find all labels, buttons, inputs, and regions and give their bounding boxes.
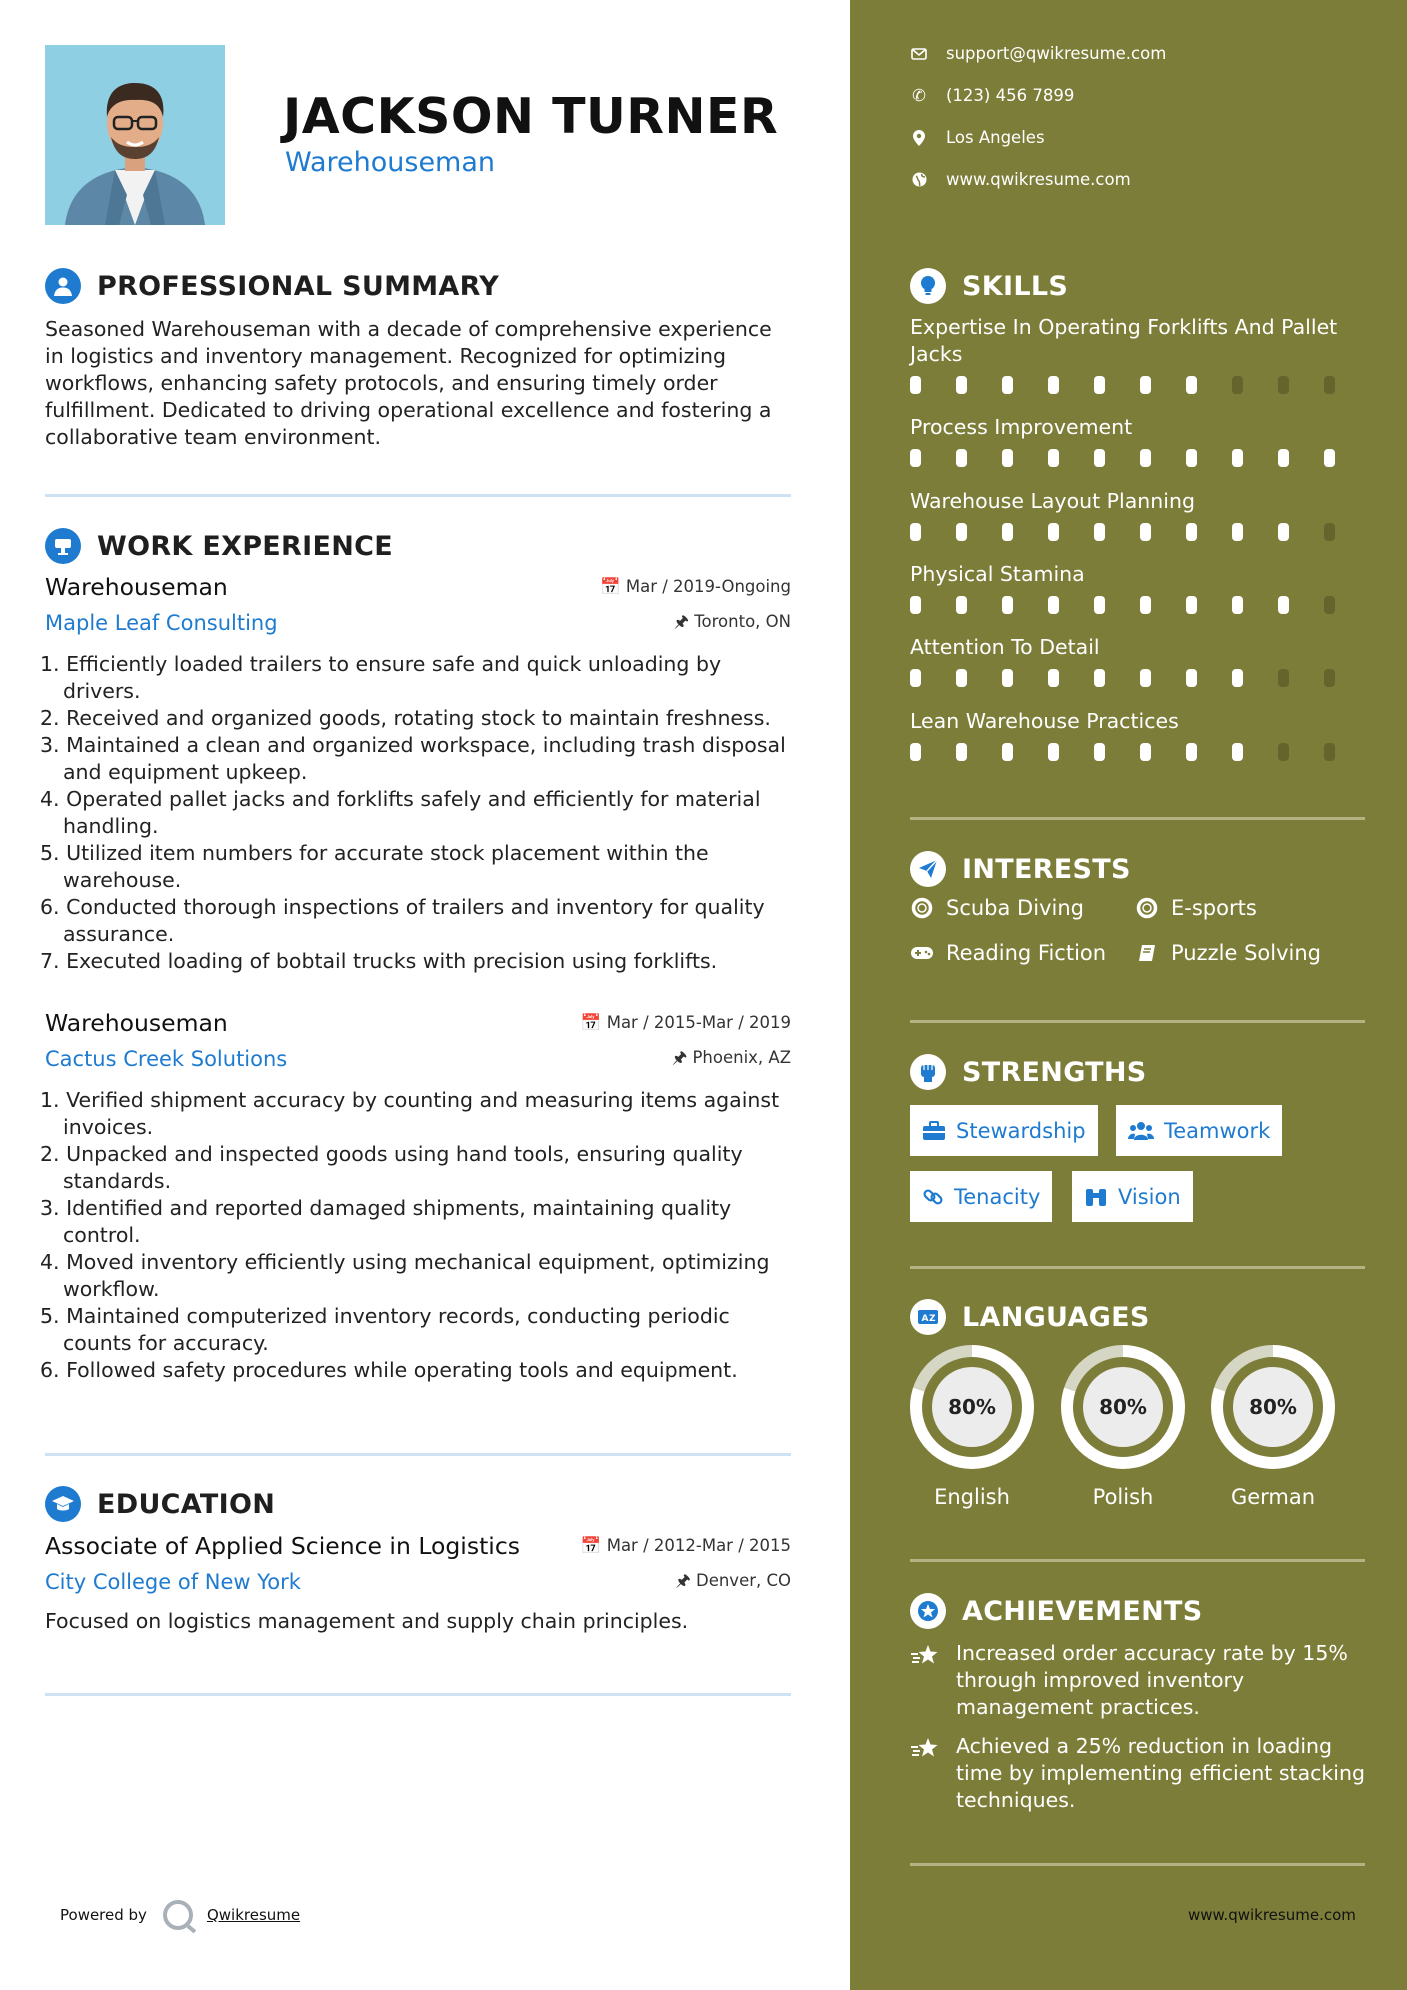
rating-dot bbox=[1048, 523, 1059, 541]
rating-dot bbox=[1232, 669, 1243, 687]
rating-dot bbox=[1232, 449, 1243, 467]
education-location: 🖈 Denver, CO bbox=[675, 1571, 791, 1590]
degree: Associate of Applied Science in Logistics bbox=[45, 1532, 520, 1560]
sidebar bbox=[850, 0, 1407, 1990]
link-icon bbox=[922, 1186, 944, 1208]
binoculars-icon bbox=[1084, 1187, 1108, 1207]
fist-icon bbox=[910, 1054, 946, 1090]
languages-title: LANGUAGES bbox=[962, 1301, 1150, 1333]
education-heading bbox=[45, 1486, 275, 1522]
contact-website[interactable]: www.qwikresume.com bbox=[910, 170, 1131, 189]
pin-icon: 🖈 bbox=[673, 612, 690, 631]
achievement-item: Achieved a 25% reduction in loading time by implementing efficient stacking techniques. bbox=[910, 1733, 1370, 1814]
rating-dot bbox=[1002, 596, 1013, 614]
user-icon bbox=[45, 268, 81, 304]
qwikresume-link[interactable]: Qwikresume bbox=[206, 1906, 301, 1924]
rating-dot bbox=[1140, 669, 1151, 687]
strength-tag: Teamwork bbox=[1116, 1105, 1282, 1156]
skill-item bbox=[910, 708, 1370, 761]
job-date: 📅 Mar / 2019-Ongoing bbox=[600, 577, 791, 596]
education-description: Focused on logistics management and supply chain principles. bbox=[45, 1609, 689, 1633]
gamepad-icon bbox=[910, 945, 934, 961]
job-location: 🖈 Toronto, ON bbox=[673, 612, 791, 631]
map-marker-icon bbox=[910, 130, 928, 146]
paper-plane-icon bbox=[910, 851, 946, 887]
rating-dot bbox=[1048, 596, 1059, 614]
rating-dot bbox=[1094, 523, 1105, 541]
qwikresume-logo-icon bbox=[163, 1900, 193, 1930]
skills-title: SKILLS bbox=[962, 270, 1069, 302]
job-company: Cactus Creek Solutions bbox=[45, 1047, 288, 1071]
job-entry bbox=[40, 573, 791, 975]
strength-tag: Vision bbox=[1072, 1171, 1193, 1222]
rating-dot bbox=[1094, 669, 1105, 687]
profile-photo bbox=[45, 45, 225, 225]
skill-item bbox=[910, 314, 1370, 394]
globe-icon bbox=[910, 172, 928, 187]
briefcase-icon bbox=[45, 528, 81, 564]
skills-heading bbox=[910, 268, 1068, 304]
rating-dot bbox=[1324, 596, 1335, 614]
rating-dot bbox=[956, 669, 967, 687]
list-item: 1. Verified shipment accuracy by counting and measuring items against invoices. bbox=[40, 1088, 780, 1139]
svg-text:Z: Z bbox=[929, 1314, 936, 1324]
rating-dot bbox=[1278, 743, 1289, 761]
shooting-star-icon bbox=[910, 1736, 940, 1814]
language-percent: 80% bbox=[1083, 1367, 1163, 1447]
language-name: Polish bbox=[1092, 1485, 1154, 1509]
life-ring-icon bbox=[910, 897, 934, 919]
contact-location: Los Angeles bbox=[910, 128, 1045, 147]
rating-dot bbox=[956, 523, 967, 541]
achievements-title: ACHIEVEMENTS bbox=[962, 1595, 1203, 1627]
rating-dot bbox=[1186, 376, 1197, 394]
language-item bbox=[910, 1345, 1034, 1509]
rating-dot bbox=[1002, 376, 1013, 394]
rating-dot bbox=[1324, 376, 1335, 394]
rating-dot bbox=[1278, 669, 1289, 687]
skill-name: Lean Warehouse Practices bbox=[910, 709, 1179, 733]
job-company: Maple Leaf Consulting bbox=[45, 611, 278, 635]
skill-name: Warehouse Layout Planning bbox=[910, 489, 1195, 513]
rating-dot bbox=[956, 376, 967, 394]
rating-dot bbox=[910, 596, 921, 614]
rating-dot bbox=[1002, 523, 1013, 541]
job-entry bbox=[40, 1009, 791, 1384]
rating-dot bbox=[1324, 523, 1335, 541]
list-item: 4. Moved inventory efficiently using mechanical equipment, optimizing workflow. bbox=[40, 1250, 770, 1301]
skill-rating bbox=[910, 449, 1370, 467]
rating-dot bbox=[1278, 596, 1289, 614]
book-icon bbox=[1135, 943, 1159, 963]
calendar-icon: 📅 bbox=[580, 1536, 602, 1555]
skill-rating bbox=[910, 669, 1370, 687]
candidate-name: JACKSON TURNER bbox=[283, 88, 779, 145]
rating-dot bbox=[1094, 596, 1105, 614]
rating-dot bbox=[1048, 743, 1059, 761]
footer-website[interactable]: www.qwikresume.com bbox=[1188, 1906, 1356, 1924]
svg-text:A: A bbox=[921, 1314, 929, 1324]
list-item: 7. Executed loading of bobtail trucks with precision using forklifts. bbox=[40, 949, 718, 973]
rating-dot bbox=[910, 743, 921, 761]
rating-dot bbox=[956, 449, 967, 467]
rating-dot bbox=[1140, 523, 1151, 541]
language-gauge bbox=[1211, 1345, 1335, 1469]
job-title: Warehouseman bbox=[45, 1009, 228, 1037]
rating-dot bbox=[910, 523, 921, 541]
rating-dot bbox=[1094, 376, 1105, 394]
strength-tag: Tenacity bbox=[910, 1171, 1052, 1222]
contact-phone[interactable]: ✆ (123) 456 7899 bbox=[910, 86, 1074, 105]
job-location: 🖈 Phoenix, AZ bbox=[671, 1048, 791, 1067]
rating-dot bbox=[1140, 449, 1151, 467]
rating-dot bbox=[1048, 449, 1059, 467]
section-divider bbox=[45, 1693, 791, 1696]
rating-dot bbox=[956, 743, 967, 761]
rating-dot bbox=[910, 669, 921, 687]
rating-dot bbox=[1278, 523, 1289, 541]
rating-dot bbox=[1278, 376, 1289, 394]
rating-dot bbox=[1186, 523, 1197, 541]
skill-item bbox=[910, 561, 1370, 614]
envelope-icon bbox=[910, 48, 928, 60]
language-name: German bbox=[1230, 1485, 1316, 1509]
section-divider bbox=[910, 817, 1365, 820]
language-item bbox=[1061, 1345, 1185, 1509]
rating-dot bbox=[910, 376, 921, 394]
rating-dot bbox=[1186, 449, 1197, 467]
rating-dot bbox=[1324, 743, 1335, 761]
pin-icon: 🖈 bbox=[671, 1048, 688, 1067]
rating-dot bbox=[956, 596, 967, 614]
skill-rating bbox=[910, 523, 1370, 541]
star-badge-icon bbox=[910, 1593, 946, 1629]
skill-name: Physical Stamina bbox=[910, 562, 1085, 586]
rating-dot bbox=[1094, 449, 1105, 467]
job-title: Warehouseman bbox=[45, 573, 228, 601]
shooting-star-icon bbox=[910, 1643, 940, 1721]
rating-dot bbox=[1324, 449, 1335, 467]
language-gauge bbox=[1061, 1345, 1185, 1469]
education-entry bbox=[45, 1532, 791, 1633]
users-icon bbox=[1128, 1121, 1154, 1141]
education-title: EDUCATION bbox=[97, 1488, 276, 1520]
rating-dot bbox=[1002, 669, 1013, 687]
job-date: 📅 Mar / 2015-Mar / 2019 bbox=[580, 1013, 791, 1032]
language-gauge bbox=[910, 1345, 1034, 1469]
rating-dot bbox=[1140, 376, 1151, 394]
interests-heading bbox=[910, 851, 1131, 887]
list-item: 4. Operated pallet jacks and forklifts safely and efficiently for material handling. bbox=[40, 787, 761, 838]
rating-dot bbox=[1002, 449, 1013, 467]
list-item: 6. Conducted thorough inspections of trailers and inventory for quality assurance. bbox=[40, 895, 765, 946]
list-item: 3. Identified and reported damaged shipments, maintaining quality control. bbox=[40, 1196, 732, 1247]
experience-heading bbox=[45, 528, 393, 564]
strength-tag: Stewardship bbox=[910, 1105, 1098, 1156]
interests-title: INTERESTS bbox=[962, 853, 1131, 885]
skill-name: Expertise In Operating Forklifts And Pallet Jacks bbox=[910, 315, 1338, 366]
briefcase-icon bbox=[922, 1121, 946, 1141]
section-divider bbox=[45, 1453, 791, 1456]
calendar-icon: 📅 bbox=[600, 577, 621, 596]
candidate-title: Warehouseman bbox=[285, 147, 496, 178]
rating-dot bbox=[1186, 743, 1197, 761]
school: City College of New York bbox=[45, 1570, 301, 1594]
language-percent: 80% bbox=[1233, 1367, 1313, 1447]
rating-dot bbox=[1140, 596, 1151, 614]
section-divider bbox=[910, 1020, 1365, 1023]
skill-item bbox=[910, 634, 1370, 687]
skill-name: Process Improvement bbox=[910, 415, 1133, 439]
job-bullets bbox=[40, 1087, 791, 1384]
strengths-heading bbox=[910, 1054, 1147, 1090]
job-bullets bbox=[40, 651, 791, 975]
section-divider bbox=[910, 1863, 1365, 1866]
languages-heading bbox=[910, 1299, 1150, 1335]
calendar-icon: 📅 bbox=[580, 1013, 602, 1032]
rating-dot bbox=[1232, 743, 1243, 761]
strengths-title: STRENGTHS bbox=[962, 1056, 1147, 1088]
rating-dot bbox=[1048, 376, 1059, 394]
achievement-item: Increased order accuracy rate by 15% through improved inventory management practices. bbox=[910, 1640, 1370, 1721]
list-item: 2. Received and organized goods, rotating stock to maintain freshness. bbox=[40, 706, 771, 730]
interest-item: Puzzle Solving bbox=[1135, 941, 1321, 965]
skill-rating bbox=[910, 376, 1370, 394]
skill-rating bbox=[910, 596, 1370, 614]
rating-dot bbox=[1094, 743, 1105, 761]
interest-item: E-sports bbox=[1135, 896, 1257, 920]
skill-rating bbox=[910, 743, 1370, 761]
summary-text: Seasoned Warehouseman with a decade of comprehensive experience in logistics and inventory management. Recognized for optimizing workflows, enhancing safety protocols, and ensuring timely order fulfillment. Dedicated to driving operational excellence and fostering a collaborative team environment. bbox=[45, 317, 772, 449]
language-percent: 80% bbox=[932, 1367, 1012, 1447]
skill-item bbox=[910, 414, 1370, 467]
life-ring-icon bbox=[1135, 897, 1159, 919]
powered-by bbox=[60, 1900, 300, 1930]
rating-dot bbox=[1232, 596, 1243, 614]
section-divider bbox=[910, 1266, 1365, 1269]
language-item bbox=[1211, 1345, 1335, 1509]
section-divider bbox=[45, 494, 791, 497]
rating-dot bbox=[1278, 449, 1289, 467]
skill-name: Attention To Detail bbox=[910, 635, 1100, 659]
list-item: 5. Maintained computerized inventory records, conducting periodic counts for accuracy. bbox=[40, 1304, 730, 1355]
skill-item bbox=[910, 488, 1370, 541]
language-name: English bbox=[934, 1485, 1010, 1509]
rating-dot bbox=[1140, 743, 1151, 761]
interest-item: Scuba Diving bbox=[910, 896, 1084, 920]
list-item: 3. Maintained a clean and organized workspace, including trash disposal and equipment upkeep. bbox=[40, 733, 786, 784]
achievements-heading bbox=[910, 1593, 1203, 1629]
powered-by-label: Powered by bbox=[60, 1906, 147, 1924]
pin-icon: 🖈 bbox=[675, 1571, 691, 1590]
rating-dot bbox=[1186, 669, 1197, 687]
list-item: 2. Unpacked and inspected goods using hand tools, ensuring quality standards. bbox=[40, 1142, 743, 1193]
lightbulb-icon bbox=[910, 268, 946, 304]
rating-dot bbox=[1232, 523, 1243, 541]
rating-dot bbox=[1002, 743, 1013, 761]
summary-title: PROFESSIONAL SUMMARY bbox=[97, 270, 500, 302]
list-item: 6. Followed safety procedures while operating tools and equipment. bbox=[40, 1358, 738, 1382]
summary-heading bbox=[45, 268, 499, 304]
rating-dot bbox=[1324, 669, 1335, 687]
list-item: 1. Efficiently loaded trailers to ensure safe and quick unloading by drivers. bbox=[40, 652, 722, 703]
education-date: 📅 Mar / 2012-Mar / 2015 bbox=[580, 1536, 791, 1555]
rating-dot bbox=[1048, 669, 1059, 687]
phone-icon: ✆ bbox=[912, 86, 926, 105]
rating-dot bbox=[1186, 596, 1197, 614]
list-item: 5. Utilized item numbers for accurate stock placement within the warehouse. bbox=[40, 841, 709, 892]
rating-dot bbox=[1232, 376, 1243, 394]
interest-item: Reading Fiction bbox=[910, 941, 1106, 965]
language-icon bbox=[910, 1299, 946, 1335]
rating-dot bbox=[910, 449, 921, 467]
contact-email[interactable]: support@qwikresume.com bbox=[910, 44, 1166, 63]
section-divider bbox=[910, 1559, 1365, 1562]
experience-title: WORK EXPERIENCE bbox=[97, 530, 393, 562]
graduation-cap-icon bbox=[45, 1486, 81, 1522]
